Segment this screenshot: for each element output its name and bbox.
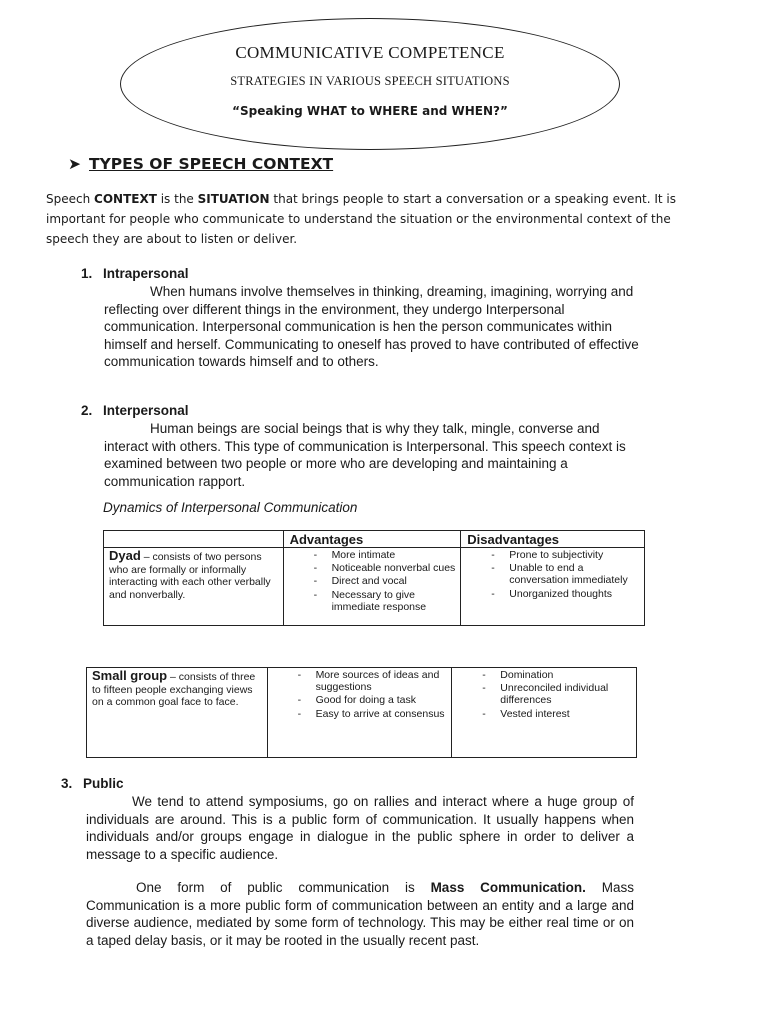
item-title-text: Public — [83, 776, 124, 791]
list-item: - Unreconciled individual differences — [452, 682, 636, 706]
dyad-desc: – consists of two persons who are formally or informally interacting with each other verbally and nonverbally. — [109, 551, 271, 601]
table-row — [87, 668, 637, 758]
item-intrapersonal-title — [81, 266, 189, 281]
list-item: - Domination — [452, 669, 636, 681]
small-group-table — [86, 667, 637, 758]
col-disadvantages: Disadvantages — [461, 531, 645, 548]
intro-text: is the — [156, 192, 198, 206]
section-heading — [68, 155, 333, 173]
paragraph-text: One form of public communication is — [136, 880, 431, 895]
item-interpersonal-title — [81, 403, 189, 418]
list-item: - Good for doing a task — [268, 694, 452, 706]
paragraph-text: Human beings are social beings that is why they talk, mingle, converse and interact with others. This type of communication is Interpersonal. This speech context is examined between two people or more who are developing and maintaining a communication rapport. — [104, 421, 626, 489]
item-intrapersonal-text — [104, 283, 642, 371]
item-public-title — [61, 776, 124, 791]
small-group-cell — [87, 668, 268, 758]
paragraph-text: We tend to attend symposiums, go on rallies and interact where a huge group of individuals are around. This is a public form of communication. It usually happens when individuals and/or groups engage in dialogue in the public sphere in order to deliver a message to a specific audience. — [86, 794, 634, 862]
list-item: - More intimate — [284, 549, 461, 561]
mass-communication-emphasis: Mass Communication. — [430, 880, 586, 895]
list-item: - Unorganized thoughts — [461, 588, 644, 600]
small-group-disadvantages-cell — [452, 668, 637, 758]
list-item: - Noticeable nonverbal cues — [284, 562, 461, 574]
dyad-advantages-cell — [283, 548, 461, 626]
item-title-text: Intrapersonal — [103, 266, 189, 281]
intro-text: Speech — [46, 192, 95, 206]
dyad-cell — [104, 548, 284, 626]
page-title: COMMUNICATIVE COMPETENCE — [235, 43, 505, 62]
small-group-desc: – consists of three to fifteen people exchanging views on a common goal face to face. — [92, 671, 256, 708]
item-number: 1. — [81, 266, 93, 281]
intro-emphasis-context: CONTEXT — [94, 192, 157, 206]
item-interpersonal-text — [104, 420, 642, 490]
dyad-table — [103, 530, 645, 626]
item-public-text-2 — [86, 879, 634, 949]
section-heading-text: TYPES OF SPEECH CONTEXT — [89, 155, 334, 173]
list-item: - Necessary to give immediate response — [284, 589, 461, 613]
list-item: - Vested interest — [452, 708, 636, 720]
dynamics-title: Dynamics of Interpersonal Communication — [103, 500, 358, 515]
title-quote: “Speaking WHAT to WHERE and WHEN?” — [232, 104, 508, 118]
dyad-disadvantages-cell — [461, 548, 645, 626]
small-group-advantages-cell — [267, 668, 452, 758]
item-title-text: Interpersonal — [103, 403, 189, 418]
intro-emphasis-situation: SITUATION — [197, 192, 270, 206]
list-item: - Direct and vocal — [284, 575, 461, 587]
arrow-bullet-icon: ➤ — [68, 155, 81, 173]
intro-text: that brings people to start a conversation or a speaking event. It is important for people who communicate to understand the situation or the environmental context of the speech they are about to listen or deliver. — [46, 192, 677, 246]
paragraph-text: Mass Communication is a more public form of communication between an entity and a large and diverse audience, mediated by some form of technology. This may be either real time or on a taped delay basis, or it may be rooted in the usually recent past. — [86, 880, 635, 948]
list-item: - Easy to arrive at consensus — [268, 708, 452, 720]
paragraph-text: When humans involve themselves in thinking, dreaming, imagining, worrying and reflecting over different things in the environment, they undergo Interpersonal communication. Interpersonal communication is hen the person communicates within himself and herself. Communicating to oneself has proved to have contributed of effective communication towards himself and to others. — [104, 284, 639, 369]
item-number: 2. — [81, 403, 93, 418]
list-item: - Unable to end a conversation immediately — [461, 562, 644, 586]
table-row — [104, 548, 645, 626]
item-number: 3. — [61, 776, 73, 791]
small-group-label: Small group — [92, 668, 168, 683]
item-public-text — [86, 793, 634, 863]
dyad-label: Dyad — [109, 548, 141, 563]
table-header-empty — [104, 531, 284, 548]
col-advantages: Advantages — [283, 531, 461, 548]
intro-paragraph — [46, 189, 716, 249]
list-item: - Prone to subjectivity — [461, 549, 644, 561]
table-header-row — [104, 531, 645, 548]
list-item: - More sources of ideas and suggestions — [268, 669, 452, 693]
page-subtitle: STRATEGIES IN VARIOUS SPEECH SITUATIONS — [230, 74, 510, 88]
